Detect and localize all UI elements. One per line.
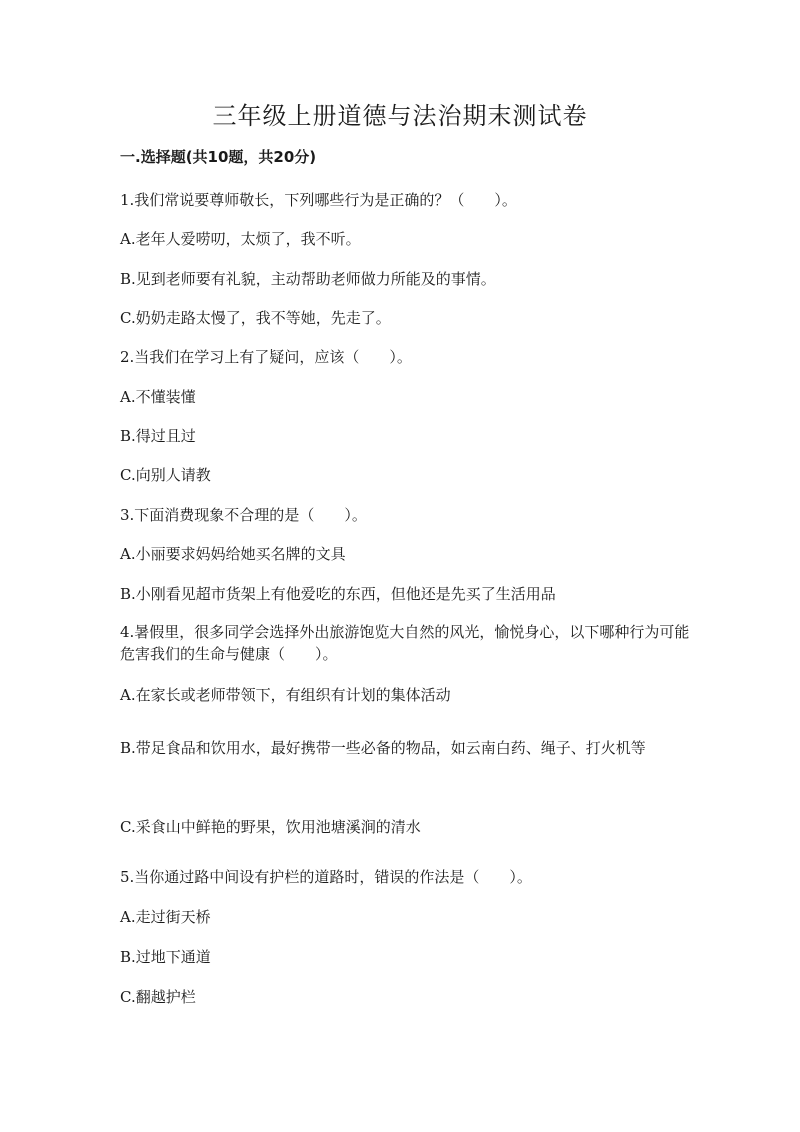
option-1a: A.老年人爱唠叨，太烦了，我不听。 (120, 230, 361, 248)
option-4b: B.带足食品和饮用水，最好携带一些必备的物品，如云南白药、绳子、打火机等 (120, 739, 646, 757)
option-1b: B.见到老师要有礼貌，主动帮助老师做力所能及的事情。 (120, 270, 496, 288)
option-1c: C.奶奶走路太慢了，我不等她，先走了。 (120, 309, 391, 327)
option-5b: B.过地下通道 (120, 948, 211, 966)
question-4: 4.暑假里，很多同学会选择外出旅游饱览大自然的风光，愉悦身心，以下哪种行为可能危害我们的生命与健康（ ）。 (120, 623, 690, 663)
question-2: 2.当我们在学习上有了疑问，应该（ ）。 (120, 348, 412, 366)
option-2b: B.得过且过 (120, 427, 196, 445)
option-3b: B.小刚看见超市货架上有他爱吃的东西，但他还是先买了生活用品 (120, 585, 556, 603)
option-5c: C.翻越护栏 (120, 988, 196, 1006)
page-title: 三年级上册道德与法治期末测试卷 (212, 102, 588, 130)
section-heading: 一.选择题(共10题，共20分) (120, 148, 317, 166)
question-1: 1.我们常说要尊师敬长，下列哪些行为是正确的？（ ）。 (120, 191, 517, 209)
option-3a: A.小丽要求妈妈给她买名牌的文具 (120, 545, 346, 563)
option-2a: A.不懂装懂 (120, 388, 196, 406)
question-5: 5.当你通过路中间设有护栏的道路时，错误的作法是（ ）。 (120, 868, 532, 886)
option-5a: A.走过街天桥 (120, 908, 211, 926)
question-3: 3.下面消费现象不合理的是（ ）。 (120, 506, 367, 524)
option-2c: C.向别人请教 (120, 466, 211, 484)
option-4c: C.采食山中鲜艳的野果，饮用池塘溪涧的清水 (120, 818, 421, 836)
option-4a: A.在家长或老师带领下，有组织有计划的集体活动 (120, 686, 451, 704)
